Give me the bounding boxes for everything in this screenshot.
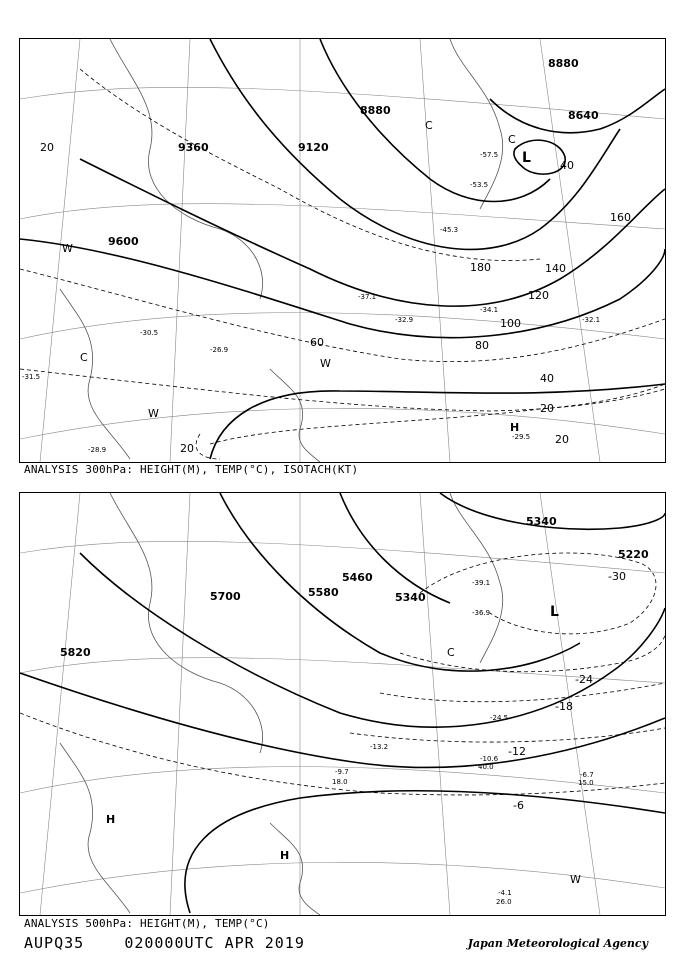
height-label: 5580 xyxy=(308,586,339,599)
high-pressure-marker: H xyxy=(280,849,290,862)
isotherms xyxy=(20,553,665,795)
isotach-label: 160 xyxy=(610,211,631,224)
temp-observation: -34.1 xyxy=(480,306,499,314)
height-label: 9120 xyxy=(298,141,329,154)
isotherm-label: -24 xyxy=(575,673,593,686)
height-label: 5340 xyxy=(526,515,557,528)
isotach-label: 20 xyxy=(555,433,569,446)
isotherm-label: -6 xyxy=(513,799,524,812)
caption-500hpa: ANALYSIS 500hPa: HEIGHT(M), TEMP(°C) xyxy=(24,917,270,930)
low-pressure-marker: L xyxy=(550,604,559,620)
temp-observation: 15.0 xyxy=(578,779,594,787)
map-500hpa xyxy=(19,492,666,916)
isotach-label: 180 xyxy=(470,261,491,274)
caption-300hpa: ANALYSIS 300hPa: HEIGHT(M), TEMP(°C), ISOTACH(KT) xyxy=(24,463,359,476)
temp-observation: -6.7 xyxy=(580,771,594,779)
isotachs xyxy=(20,69,665,459)
height-label: 8880 xyxy=(360,104,391,117)
cold-center-marker: C xyxy=(508,133,516,146)
temp-observation: -13.2 xyxy=(370,743,389,751)
isotach-label: 40 xyxy=(560,159,574,172)
low-pressure-marker: L xyxy=(522,150,531,166)
cold-center-marker: C xyxy=(425,119,433,132)
height-label: 9360 xyxy=(178,141,209,154)
isotach-label: 20 xyxy=(540,402,554,415)
height-label: 5340 xyxy=(395,591,426,604)
temp-observation: 40.0 xyxy=(478,763,494,771)
isotherm-label: -18 xyxy=(555,700,573,713)
warm-center-marker: W xyxy=(62,242,73,255)
temp-observation: -4.1 xyxy=(498,889,512,897)
temp-observation: -28.9 xyxy=(88,446,107,454)
isotach-label: 100 xyxy=(500,317,521,330)
height-label: 5220 xyxy=(618,548,649,561)
graticule xyxy=(20,39,665,462)
height-label: 5460 xyxy=(342,571,373,584)
temp-observation: -24.5 xyxy=(490,714,509,722)
height-label: 8880 xyxy=(548,57,579,70)
map-300hpa xyxy=(19,38,666,463)
warm-center-marker: W xyxy=(320,357,331,370)
isotach-label: 20 xyxy=(180,442,194,455)
isotherm-label: -30 xyxy=(608,570,626,583)
bulletin-code: AUPQ35 xyxy=(24,934,85,952)
height-label: 9600 xyxy=(108,235,139,248)
warm-center-marker: W xyxy=(148,407,159,420)
agency-name: Japan Meteorological Agency xyxy=(467,937,648,950)
isotach-label: 80 xyxy=(475,339,489,352)
isotach-label: 20 xyxy=(40,141,54,154)
temp-observation: -29.5 xyxy=(512,433,531,441)
isotach-label: 120 xyxy=(528,289,549,302)
map-300hpa-canvas xyxy=(20,39,665,462)
map-500hpa-canvas xyxy=(20,493,665,915)
temp-observation: -32.1 xyxy=(582,316,601,324)
temp-observation: -39.1 xyxy=(472,579,491,587)
temp-observation: -53.5 xyxy=(470,181,489,189)
temp-observation: -31.5 xyxy=(22,373,41,381)
isotach-label: 40 xyxy=(540,372,554,385)
isotach-label: 140 xyxy=(545,262,566,275)
cold-center-marker: C xyxy=(447,646,455,659)
temp-observation: 18.0 xyxy=(332,778,348,786)
cold-center-marker: C xyxy=(80,351,88,364)
bulletin-header xyxy=(24,934,305,952)
isotach-label: 60 xyxy=(310,336,324,349)
height-label: 8640 xyxy=(568,109,599,122)
high-pressure-marker: H xyxy=(106,813,116,826)
isotherm-label: -12 xyxy=(508,745,526,758)
warm-center-marker: W xyxy=(570,873,581,886)
temp-observation: -26.9 xyxy=(210,346,229,354)
temp-observation: -45.3 xyxy=(440,226,459,234)
height-label: 5820 xyxy=(60,646,91,659)
temp-observation: -10.6 xyxy=(480,755,499,763)
temp-observation: -30.5 xyxy=(140,329,159,337)
temp-observation: -32.9 xyxy=(395,316,414,324)
height-contours xyxy=(20,39,665,459)
height-label: 5700 xyxy=(210,590,241,603)
temp-observation: -36.9 xyxy=(472,609,491,617)
temp-observation: -9.7 xyxy=(335,768,349,776)
coastline xyxy=(60,39,503,462)
temp-observation: -37.1 xyxy=(358,293,377,301)
high-pressure-marker: H xyxy=(510,421,520,434)
temp-observation: 26.0 xyxy=(496,898,512,906)
temp-observation: -57.5 xyxy=(480,151,499,159)
bulletin-datetime: 020000UTC APR 2019 xyxy=(124,934,305,952)
